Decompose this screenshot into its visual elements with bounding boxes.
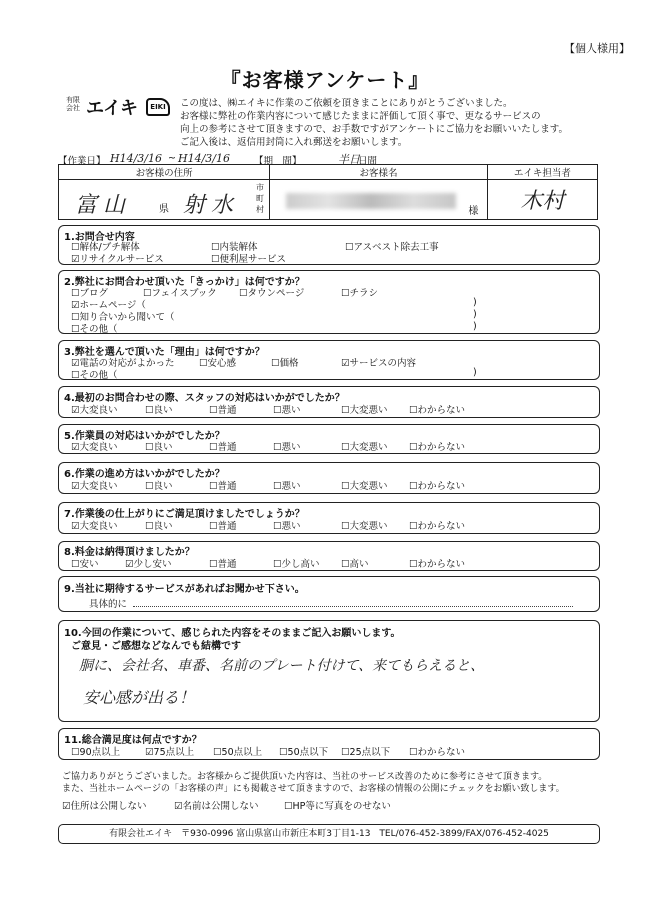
q9-answer-line[interactable] (133, 606, 573, 607)
footer-company-info: 有限会社エイキ 〒930-0996 富山県富山市新庄本町3丁目1-13 TEL/076-452-3899/FAX/076-452-4025 (58, 824, 600, 844)
closing-notes: ご協力ありがとうございました。お客様からご提供頂いた内容は、当社のサービス改善のために参考にさせて頂きます。 また、当社ホームページの「お客様の声」にも掲載させて頂きますので、お客様の情報の公開にチェックをお願い致します。 (62, 772, 565, 794)
q3-option-5[interactable]: ☐ その他（ (71, 367, 118, 381)
q8-option-3[interactable]: ☐ 普通 (209, 556, 237, 570)
redacted-name (286, 193, 456, 209)
q5-option-5[interactable]: ☐ 大変悪い (341, 439, 388, 453)
q7-option-3[interactable]: ☐ 普通 (209, 518, 237, 532)
q1-option-2[interactable]: ☐ 内装解体 (211, 239, 258, 253)
logo-mark-icon: EIKI (146, 98, 170, 116)
q8-option-1[interactable]: ☐ 安い (71, 556, 99, 570)
q11-option-3[interactable]: ☐ 50点以上 (213, 744, 262, 758)
period-value: 半日 (338, 153, 360, 166)
q6-option-1[interactable]: ☑ 大変良い (71, 478, 118, 492)
q1-option-3[interactable]: ☐ アスベスト除去工事 (345, 239, 439, 253)
q4-box: 4.最初のお問合わせの際、スタッフの対応はいかがでしたか？ ☑ 大変良い ☐ 良い ☐ 普通 ☐ 悪い ☐ 大変悪い ☐ わからない (58, 386, 600, 418)
privacy-photo[interactable]: ☐ HP等に写真をのせない (284, 798, 391, 812)
q2-option-7[interactable]: ☐ その他（ (71, 321, 118, 335)
q4-option-4[interactable]: ☐ 悪い (273, 402, 301, 416)
q10-answer-line-2: 安心感が出る！ (83, 688, 196, 707)
q6-box: 6.作業の進め方はいかがでしたか？ ☑ 大変良い ☐ 良い ☐ 普通 ☐ 悪い ☐ 大変悪い ☐ わからない (58, 462, 600, 494)
q8-option-5[interactable]: ☐ 高い (341, 556, 369, 570)
q7-box: 7.作業後の仕上がりにご満足頂けましたでしょうか？ ☑ 大変良い ☐ 良い ☐ 普通 ☐ 悪い ☐ 大変悪い ☐ わからない (58, 502, 600, 534)
q7-option-1[interactable]: ☑ 大変良い (71, 518, 118, 532)
q2-option-2[interactable]: ☐ フェイスブック (143, 285, 217, 299)
q5-option-3[interactable]: ☐ 普通 (209, 439, 237, 453)
q7-option-5[interactable]: ☐ 大変悪い (341, 518, 388, 532)
privacy-address[interactable]: ☑ 住所は公開しない (62, 798, 147, 812)
q5-option-4[interactable]: ☐ 悪い (273, 439, 301, 453)
q5-box: 5.作業員の対応はいかがでしたか？ ☑ 大変良い ☐ 良い ☐ 普通 ☐ 悪い ☐ 大変悪い ☐ わからない (58, 424, 600, 454)
q2-option-1[interactable]: ☐ ブログ (71, 285, 108, 299)
q11-option-5[interactable]: ☐ 25点以下 (341, 744, 390, 758)
q6-option-5[interactable]: ☐ 大変悪い (341, 478, 388, 492)
q4-option-5[interactable]: ☐ 大変悪い (341, 402, 388, 416)
q5-option-2[interactable]: ☐ 良い (145, 439, 173, 453)
intro-text: この度は、㈱エイキに作業のご依頼を頂きまことにありがとうございました。 お客様に弊社の作業内容について感じたままに評価して頂く事で、更なるサービスの 向上の参考にさせて頂きますので、お手数ですがアンケートにご協力をお願いいたします。 ご記入後は、返信用封筒に入れ郵送をお願いします。 (180, 98, 568, 148)
q1-option-1[interactable]: ☐ 解体/ブチ解体 (71, 239, 140, 253)
q4-option-6[interactable]: ☐ わからない (409, 402, 465, 416)
privacy-name[interactable]: ☑ 名前は公開しない (174, 798, 259, 812)
q8-option-6[interactable]: ☐ わからない (409, 556, 465, 570)
q2-option-3[interactable]: ☐ タウンページ (239, 285, 304, 299)
q5-option-6[interactable]: ☐ わからない (409, 439, 465, 453)
q11-box: 11.総合満足度は何点ですか？ ☐ 90点以上 ☑ 75点以上 ☐ 50点以上 ☐ 50点以下 ☐ 25点以下 ☐ わからない (58, 728, 600, 760)
logo-small-text: 有限 会社 (66, 96, 80, 112)
customer-name-cell: 様 (270, 180, 487, 220)
q8-option-4[interactable]: ☐ 少し高い (273, 556, 320, 570)
q6-option-4[interactable]: ☐ 悪い (273, 478, 301, 492)
q7-option-4[interactable]: ☐ 悪い (273, 518, 301, 532)
q6-option-3[interactable]: ☐ 普通 (209, 478, 237, 492)
company-logo (66, 96, 174, 120)
q2-option-6[interactable]: ☐ 知り合いから聞いて（ (71, 309, 175, 323)
q2-option-5[interactable]: ☑ ホームページ（ (71, 297, 146, 311)
customer-address-cell: 富山 県 射水 市 町 村 (59, 180, 270, 220)
q3-option-1[interactable]: ☑ 電話の対応がよかった (71, 355, 175, 369)
q4-option-1[interactable]: ☑ 大変良い (71, 402, 118, 416)
q7-option-6[interactable]: ☐ わからない (409, 518, 465, 532)
q6-option-2[interactable]: ☐ 良い (145, 478, 173, 492)
q4-option-2[interactable]: ☐ 良い (145, 402, 173, 416)
date-to: H14/3/16 (178, 152, 230, 165)
date-from: H14/3/16 (110, 152, 162, 165)
q1-option-5[interactable]: ☐ 便利屋サービス (211, 251, 286, 265)
q2-box: 2.弊社にお問合わせ頂いた「きっかけ」は何ですか？ ☐ ブログ ☐ フェイスブック ☐ タウンページ ☐ チラシ ☑ ホームページ（ ) ☐ 知り合いから聞いて（ ) ☐ その他（ ) (58, 270, 600, 334)
q7-option-2[interactable]: ☐ 良い (145, 518, 173, 532)
customer-info-table: お客様の住所 お客様名 エイキ担当者 富山 県 射水 市 町 村 様 木村 (58, 164, 598, 220)
q11-option-1[interactable]: ☐ 90点以上 (71, 744, 120, 758)
q8-option-2[interactable]: ☑ 少し安い (125, 556, 172, 570)
q10-answer-line-1: 胴に、会社名、車番、名前のプレート付けて、来てもらえると、 (79, 658, 485, 674)
q5-option-1[interactable]: ☑ 大変良い (71, 439, 118, 453)
q4-option-3[interactable]: ☐ 普通 (209, 402, 237, 416)
q11-option-4[interactable]: ☐ 50点以下 (279, 744, 328, 758)
logo-name: エイキ (86, 98, 137, 119)
form-type-tag: 【個人様用】 (564, 42, 630, 55)
q11-option-6[interactable]: ☐ わからない (409, 744, 465, 758)
q1-option-4[interactable]: ☑ リサイクルサービス (71, 251, 164, 265)
q6-option-6[interactable]: ☐ わからない (409, 478, 465, 492)
q10-box: 10.今回の作業について、感じられた内容をそのままご記入お願いします。 ご意見・ご感想などなんでも結構です 胴に、会社名、車番、名前のプレート付けて、来てもらえると、 安心感が出る！ (58, 620, 600, 722)
q8-box: 8.料金は納得頂けましたか？ ☐ 安い ☑ 少し安い ☐ 普通 ☐ 少し高い ☐ 高い ☐ わからない (58, 541, 600, 571)
q3-box: 3.弊社を選んで頂いた「理由」は何ですか？ ☑ 電話の対応がよかった ☐ 安心感 ☐ 価格 ☑ サービスの内容 ☐ その他（ ) (58, 340, 600, 380)
q9-box: 9.当社に期待するサービスがあればお聞かせ下さい。 具体的に (58, 576, 600, 612)
page-title: 『お客様アンケート』 (220, 68, 430, 92)
q3-option-3[interactable]: ☐ 価格 (271, 355, 299, 369)
q3-option-4[interactable]: ☑ サービスの内容 (341, 355, 416, 369)
q3-option-2[interactable]: ☐ 安心感 (199, 355, 236, 369)
q1-box: 1.お問合せ内容 ☐ 解体/ブチ解体 ☐ 内装解体 ☐ アスベスト除去工事 ☑ リサイクルサービス ☐ 便利屋サービス (58, 225, 600, 265)
q2-option-4[interactable]: ☐ チラシ (341, 285, 378, 299)
q11-option-2[interactable]: ☑ 75点以上 (145, 744, 194, 758)
staff-cell: 木村 (487, 180, 597, 220)
